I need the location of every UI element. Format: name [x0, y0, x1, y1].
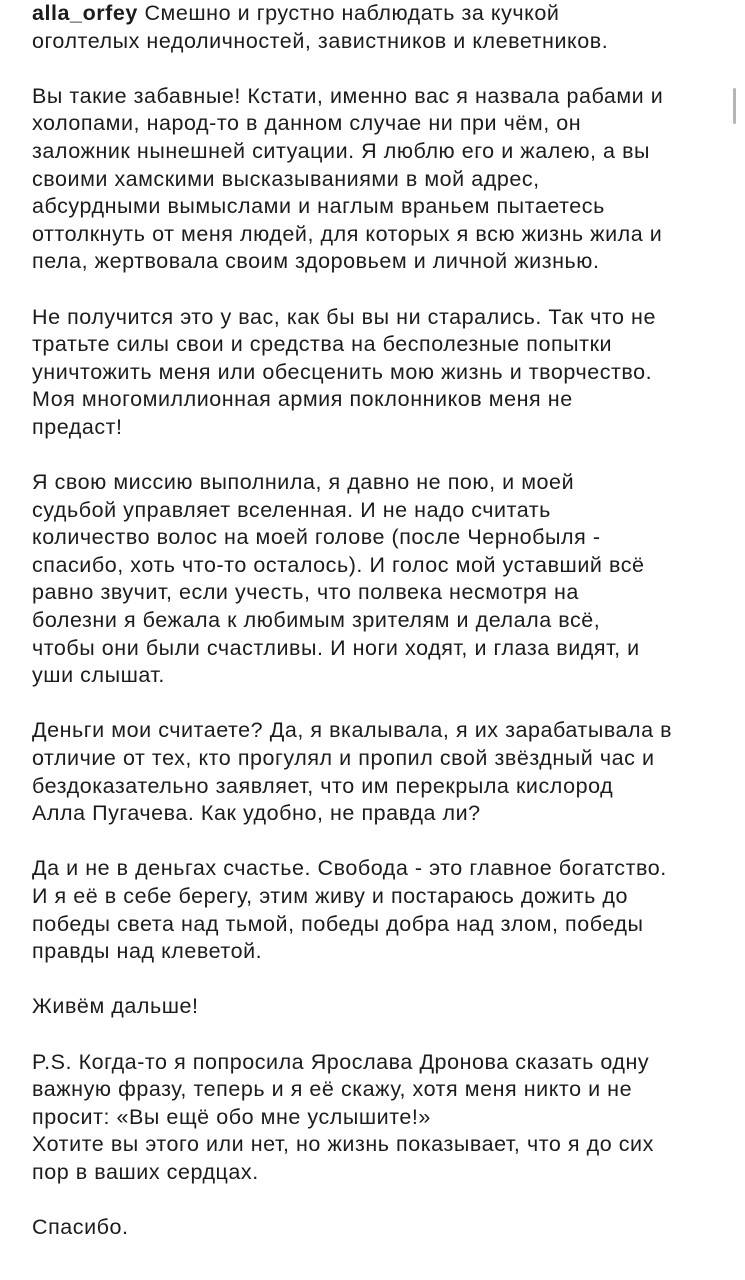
- caption-line: пор в ваших сердцах.: [32, 1159, 259, 1184]
- caption-paragraph: [32, 1049, 722, 1187]
- caption-line: Деньги мои считаете? Да, я вкалывала, я их зарабатывала в: [32, 718, 673, 743]
- caption-line: тратьте силы свои и средства на бесполезные попытки: [32, 332, 613, 357]
- caption-line: равно звучит, если учесть, что полвека несмотря на: [32, 580, 579, 605]
- caption-line: бездоказательно заявляет, что им перекрыла кислород: [32, 773, 614, 798]
- post-caption: [32, 0, 722, 1269]
- caption-line: отличие от тех, кто прогулял и пропил свой звёздный час и: [32, 746, 655, 771]
- caption-line: Не получится это у вас, как бы вы ни старались. Так что не: [32, 304, 656, 329]
- caption-paragraph: [32, 993, 722, 1021]
- caption-line: Алла Пугачева. Как удобно, не правда ли?: [32, 801, 481, 826]
- caption-line: важную фразу, теперь и я её скажу, хотя меня никто и не: [32, 1077, 633, 1102]
- caption-line: абсурдными вымыслами и наглым враньем пытаетесь: [32, 194, 605, 219]
- caption-line: Вы такие забавные! Кстати, именно вас я назвала рабами и: [32, 83, 664, 108]
- caption-line: Хотите вы этого или нет, но жизнь показывает, что я до сих: [32, 1132, 654, 1157]
- caption-line: Да и не в деньгах счастье. Свобода - это главное богатство.: [32, 856, 667, 881]
- caption-line: судьбой управляет вселенная. И не надо считать: [32, 497, 551, 522]
- caption-line: оттолкнуть от меня людей, для которых я всю жизнь жила и: [32, 221, 663, 246]
- caption-line: уничтожить меня или обесценить мою жизнь и творчество.: [32, 359, 653, 384]
- caption-line: оголтелых недоличностей, завистников и клеветников.: [32, 28, 609, 53]
- caption-text: Смешно и грустно наблюдать за кучкой: [144, 1, 560, 25]
- caption-line: уши слышат.: [32, 663, 165, 688]
- caption-line: предаст!: [32, 414, 123, 439]
- caption-line: P.S. Когда-то я попросила Ярослава Дронова сказать одну: [32, 1049, 650, 1074]
- caption-line: своими хамскими высказываниями в мой адрес,: [32, 166, 540, 191]
- caption-line: Спасибо.: [32, 1215, 129, 1240]
- caption-paragraph: [32, 855, 722, 965]
- caption-line: количество волос на моей голове (после Чернобыля -: [32, 525, 601, 550]
- caption-line: пела, жертвовала своим здоровьем и личной жизнью.: [32, 249, 600, 274]
- caption-paragraph: [32, 469, 722, 690]
- caption-line: болезни я бежала к любимым зрителям и делала всё,: [32, 608, 601, 633]
- caption-line: Живём дальше!: [32, 994, 199, 1019]
- scrollbar-thumb[interactable]: [733, 88, 736, 124]
- caption-paragraph: [32, 1214, 722, 1242]
- caption-line: [32, 0, 722, 28]
- caption-paragraph: [32, 83, 722, 276]
- caption-paragraph: [32, 717, 722, 827]
- caption-line: Моя многомиллионная армия поклонников меня не: [32, 387, 573, 412]
- caption-line: И я её в себе берегу, этим живу и постараюсь дожить до: [32, 884, 629, 908]
- caption-line: холопами, народ-то в данном случае ни при чём, он: [32, 111, 582, 136]
- caption-line: правды над клеветой.: [32, 939, 263, 964]
- caption-line: Я свою миссию выполнила, я давно не пою, и моей: [32, 470, 575, 495]
- caption-line: спасибо, хоть что-то осталось). И голос мой уставший всё: [32, 552, 645, 577]
- caption-paragraph: [32, 304, 722, 442]
- caption-line: просит: «Вы ещё обо мне услышите!»: [32, 1104, 431, 1129]
- caption-line: заложник нынешней ситуации. Я люблю его и жалею, а вы: [32, 138, 651, 163]
- username-link[interactable]: alla_orfey: [32, 1, 138, 25]
- caption-paragraph: [32, 0, 722, 55]
- caption-line: победы света над тьмой, победы добра над злом, победы: [32, 911, 644, 936]
- caption-line: чтобы они были счастливы. И ноги ходят, и глаза видят, и: [32, 635, 640, 660]
